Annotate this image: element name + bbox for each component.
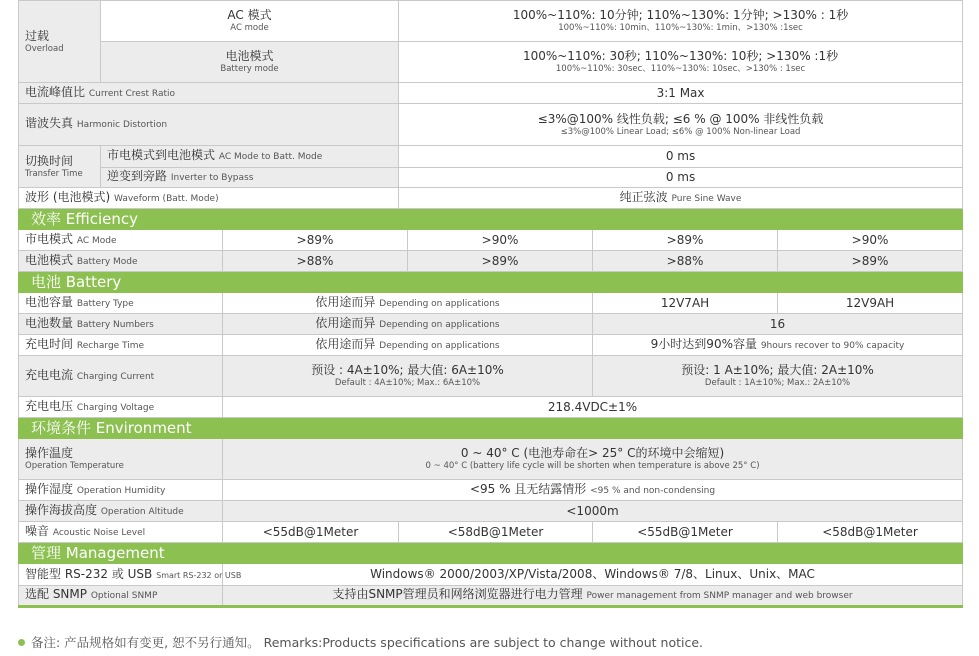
voltage-value: 218.4VDC±1%: [223, 397, 963, 418]
row-batt-type: [19, 293, 963, 314]
rs-label-en: Smart RS-232 or USB: [156, 570, 242, 580]
overload-ac-value: [399, 1, 963, 42]
current-b: [593, 356, 963, 397]
current-label-cn: 充电电流: [25, 367, 74, 382]
transfer-row2-cn: 逆变到旁路: [107, 169, 168, 183]
recharge-b-en: 9hours recover to 90% capacity: [760, 340, 905, 351]
transfer-row1-label: [101, 146, 399, 168]
voltage-label-en: Charging Voltage: [76, 402, 155, 413]
row-eff-ac: [19, 230, 963, 251]
section-battery: [19, 272, 963, 293]
remark-note: [18, 633, 703, 651]
eff-ac-label: [19, 230, 223, 251]
row-rs232: [19, 564, 963, 586]
transfer-row1-en: AC Mode to Batt. Mode: [218, 152, 323, 162]
harmonic-value-cn: ≤3%@100% 线性负载; ≤6 % @ 100% 非线性负载: [537, 111, 824, 126]
row-noise: [19, 522, 963, 543]
rs-value: Windows® 2000/2003/XP/Vista/2008、Windows® 7/8、Linux、Unix、MAC: [223, 564, 963, 586]
recharge-label-en: Recharge Time: [76, 340, 145, 351]
eff-batt-cell: >89%: [778, 251, 963, 272]
transfer-row1-value: 0 ms: [399, 146, 963, 168]
eff-ac-cell: >90%: [778, 230, 963, 251]
row-humidity: [19, 480, 963, 501]
temp-label: [19, 439, 223, 480]
voltage-label: [19, 397, 223, 418]
current-label-en: Charging Current: [76, 371, 155, 382]
batt-type-b: 12V9AH: [778, 293, 963, 314]
overload-batt-mode: [101, 42, 399, 83]
section-efficiency-title: 效率 Efficiency: [19, 209, 963, 230]
section-battery-title: 电池 Battery: [19, 272, 963, 293]
harmonic-value-en: ≤3%@100% Linear Load; ≤6% @ 100% Non-linear Load: [560, 126, 801, 137]
transfer-row1-cn: 市电模式到电池模式: [107, 148, 216, 162]
section-management: [19, 543, 963, 564]
batt-num-label: [19, 314, 223, 335]
waveform-value-cn: 纯正弦波: [619, 189, 668, 204]
temp-value-en: 0 ~ 40° C (battery life cycle will be shorten when temperature is above 25° C): [425, 461, 760, 471]
batt-num-value-cn: 依用途而异: [315, 315, 376, 330]
eff-batt-label-cn: 电池模式: [25, 252, 74, 267]
batt-type-a: 12V7AH: [593, 293, 778, 314]
alt-label-cn: 操作海拔高度: [25, 502, 98, 517]
hum-label: [19, 480, 223, 501]
waveform-label-cn: 波形 (电池模式): [25, 189, 111, 204]
transfer-row2-en: Inverter to Bypass: [170, 173, 254, 183]
noise-label-cn: 噪音: [25, 523, 50, 538]
crest-value: 3:1 Max: [399, 83, 963, 104]
eff-batt-cell: >89%: [408, 251, 593, 272]
waveform-value-en: Pure Sine Wave: [671, 193, 742, 204]
temp-label-cn: 操作温度: [25, 446, 74, 460]
alt-label-en: Operation Altitude: [100, 506, 184, 517]
waveform-label: [19, 188, 399, 209]
noise-cell: <58dB@1Meter: [778, 522, 963, 543]
harmonic-label: [19, 104, 399, 146]
overload-label-en: Overload: [25, 43, 64, 54]
batt-num-label-cn: 电池数量: [25, 315, 74, 330]
remark-text: 备注: 产品规格如有变更, 恕不另行通知。 Remarks:Products specifications are subject to change without notice.: [31, 635, 704, 650]
snmp-label: [19, 586, 223, 607]
current-a-en: Default : 4A±10%; Max.: 6A±10%: [334, 378, 481, 388]
batt-num-label-en: Battery Numbers: [76, 319, 154, 330]
hum-value-en: <95 % and non-condensing: [590, 485, 716, 496]
eff-ac-cell: >89%: [593, 230, 778, 251]
row-overload-ac: [19, 1, 963, 42]
snmp-value-en: Power management from SNMP manager and web browser: [586, 591, 853, 601]
transfer-label: [19, 146, 101, 188]
batt-type-value-en: Depending on applications: [379, 298, 500, 309]
row-eff-batt: [19, 251, 963, 272]
batt-type-value: [223, 293, 593, 314]
row-harmonic: [19, 104, 963, 146]
transfer-row2-value: 0 ms: [399, 168, 963, 188]
eff-batt-cell: >88%: [593, 251, 778, 272]
row-recharge: [19, 335, 963, 356]
section-environment-title: 环境条件 Environment: [19, 418, 963, 439]
transfer-row2-label: [101, 168, 399, 188]
hum-label-en: Operation Humidity: [76, 485, 166, 496]
row-transfer-1: [19, 146, 963, 168]
snmp-value-cn: 支持由SNMP管理员和网络浏览器进行电力管理: [332, 587, 583, 601]
batt-num-value-en: Depending on applications: [379, 319, 500, 330]
overload-batt-mode-cn: 电池模式: [225, 49, 274, 63]
batt-type-label-en: Battery Type: [76, 298, 134, 309]
overload-batt-value-cn: 100%~110%: 30秒; 110%~130%: 10秒; >130% :1秒: [522, 49, 839, 63]
current-label: [19, 356, 223, 397]
overload-ac-value-en: 100%~110%: 10min、110%~130%: 1min、>130% :1sec: [558, 23, 803, 33]
row-altitude: [19, 501, 963, 522]
current-b-cn: 预设: 1 A±10%; 最大值: 2A±10%: [681, 363, 874, 377]
batt-num-value: [223, 314, 593, 335]
row-transfer-2: [19, 168, 963, 188]
overload-ac-mode-en: AC mode: [230, 23, 269, 33]
temp-value-cn: 0 ~ 40° C (电池寿命在> 25° C的环境中会缩短): [460, 446, 725, 460]
batt-num-b: 16: [593, 314, 963, 335]
harmonic-value: [399, 104, 963, 146]
noise-label-en: Acoustic Noise Level: [52, 527, 146, 538]
hum-label-cn: 操作湿度: [25, 481, 74, 496]
rs-label: [19, 564, 242, 586]
crest-label-en: Current Crest Ratio: [88, 88, 176, 99]
crest-label-cn: 电流峰值比: [25, 84, 86, 99]
recharge-value: [223, 335, 593, 356]
waveform-label-en: Waveform (Batt. Mode): [114, 193, 219, 204]
waveform-value: [399, 188, 963, 209]
recharge-b: [593, 335, 963, 356]
current-a: [223, 356, 593, 397]
noise-cell: <55dB@1Meter: [593, 522, 778, 543]
spec-table: [18, 0, 963, 608]
eff-batt-label: [19, 251, 223, 272]
alt-label: [19, 501, 223, 522]
row-temp: [19, 439, 963, 480]
row-overload-batt: [19, 42, 963, 83]
alt-value: <1000m: [223, 501, 963, 522]
eff-ac-label-en: AC Mode: [76, 235, 117, 246]
bullet-dot-icon: [18, 639, 25, 646]
row-batt-num: [19, 314, 963, 335]
snmp-label-cn: 选配 SNMP: [25, 587, 87, 601]
eff-ac-label-cn: 市电模式: [25, 231, 74, 246]
recharge-label: [19, 335, 223, 356]
overload-ac-mode-cn: AC 模式: [227, 8, 272, 22]
snmp-label-en: Optional SNMP: [90, 591, 158, 601]
harmonic-label-cn: 谐波失真: [25, 116, 74, 130]
hum-value: [223, 480, 963, 501]
noise-cell: <55dB@1Meter: [223, 522, 399, 543]
batt-type-label: [19, 293, 223, 314]
transfer-label-en: Transfer Time: [25, 168, 83, 179]
temp-value: [223, 439, 963, 480]
overload-label: [19, 1, 101, 83]
harmonic-label-en: Harmonic Distortion: [76, 120, 168, 130]
batt-type-value-cn: 依用途而异: [315, 294, 376, 309]
overload-batt-value-en: 100%~110%: 30sec、110%~130%: 10sec、>130% : 1sec: [555, 64, 806, 74]
overload-batt-mode-en: Battery mode: [220, 64, 279, 74]
eff-ac-cell: >89%: [223, 230, 408, 251]
noise-cell: <58dB@1Meter: [399, 522, 593, 543]
transfer-label-cn: 切换时间: [25, 153, 74, 168]
voltage-label-cn: 充电电压: [25, 398, 74, 413]
section-management-title: 管理 Management: [19, 543, 963, 564]
overload-batt-value: [399, 42, 963, 83]
row-waveform: [19, 188, 963, 209]
current-a-cn: 预设 : 4A±10%; 最大值: 6A±10%: [311, 363, 504, 377]
row-snmp: [19, 586, 963, 607]
recharge-label-cn: 充电时间: [25, 336, 74, 351]
hum-value-cn: <95 % 且无结露情形: [469, 481, 587, 496]
section-efficiency: [19, 209, 963, 230]
eff-ac-cell: >90%: [408, 230, 593, 251]
overload-ac-value-cn: 100%~110%: 10分钟; 110%~130%: 1分钟; >130% : 1秒: [512, 8, 849, 22]
noise-label: [19, 522, 223, 543]
overload-ac-mode: [101, 1, 399, 42]
recharge-b-cn: 9小时达到90%容量: [650, 336, 757, 351]
recharge-value-en: Depending on applications: [379, 340, 500, 351]
crest-label: [19, 83, 399, 104]
row-charging-voltage: [19, 397, 963, 418]
eff-batt-cell: >88%: [223, 251, 408, 272]
overload-label-cn: 过载: [25, 28, 50, 43]
row-charging-current: [19, 356, 963, 397]
row-crest: [19, 83, 963, 104]
snmp-value: [223, 586, 963, 607]
recharge-value-cn: 依用途而异: [315, 336, 376, 351]
temp-label-en: Operation Temperature: [25, 461, 124, 471]
batt-type-label-cn: 电池容量: [25, 294, 74, 309]
rs-label-cn: 智能型 RS-232 或 USB: [25, 566, 153, 581]
current-b-en: Default : 1A±10%; Max.: 2A±10%: [704, 378, 851, 388]
eff-batt-label-en: Battery Mode: [76, 256, 138, 267]
section-environment: [19, 418, 963, 439]
